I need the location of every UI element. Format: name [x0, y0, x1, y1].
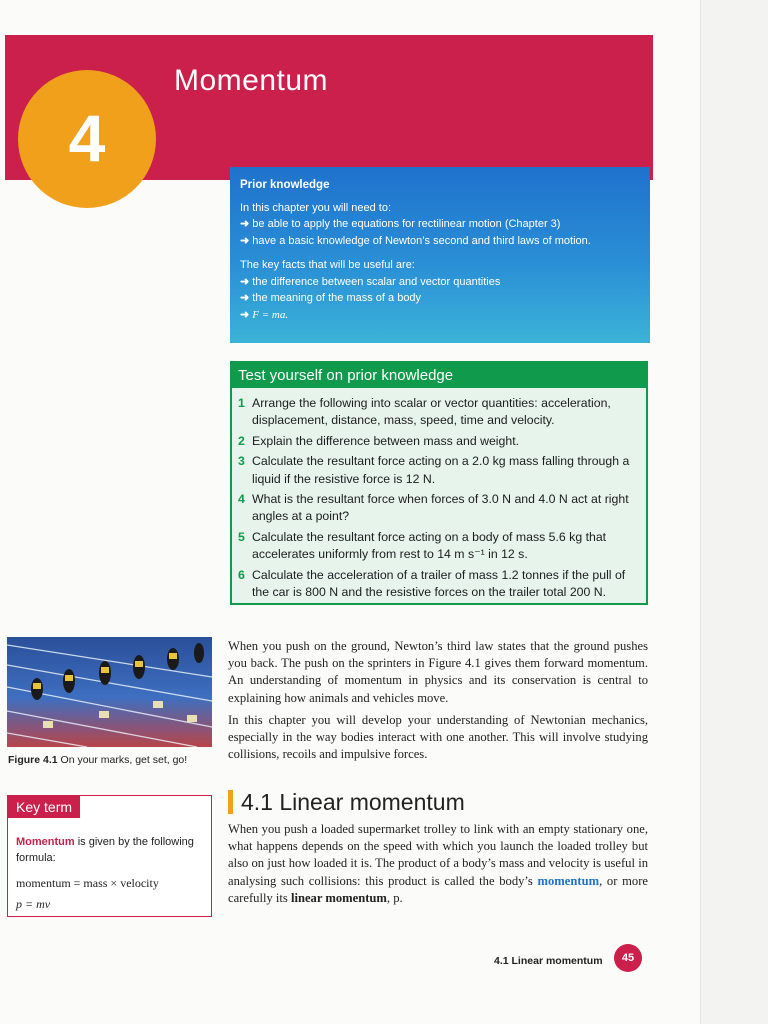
question-item: 3 Calculate the resultant force acting on a 2.0 kg mass falling through a liquid if the resistive force is 12 N.: [238, 454, 630, 486]
key-fact-item: ➜ the difference between scalar and vector quantities: [240, 275, 501, 288]
section-paragraph: When you push a loaded supermarket trolley to link with an empty stationary one, what happens depends on the speed with which you launch the loaded trolley but also on just how loaded it is. The product of a body’s mass and velocity is useful in analysing such collisions: this product is called the body’s momentum, or more carefully its linear momentum, p.: [228, 822, 648, 905]
question-item: 4 What is the resultant force when forces of 3.0 N and 4.0 N act at right angles at a point?: [238, 492, 629, 524]
test-yourself-heading: Test yourself on prior knowledge: [232, 363, 646, 388]
sprinters-photo: [7, 637, 212, 747]
prior-knowledge-box: [230, 163, 650, 343]
arrow-icon: ➜: [240, 275, 250, 288]
chapter-title: Momentum: [174, 64, 329, 97]
arrow-icon: ➜: [240, 308, 250, 321]
prior-knowledge-heading: Prior knowledge: [240, 179, 330, 191]
page-edge: [700, 0, 768, 1024]
heading-accent-bar: [228, 790, 233, 814]
question-list: [232, 388, 646, 601]
prior-knowledge-intro: In this chapter you will need to:: [240, 201, 392, 214]
arrow-icon: ➜: [240, 234, 250, 247]
intro-paragraph: When you push on the ground, Newton’s third law states that the ground pushes you back. The push on the sprinters in Figure 4.1 gives them forward momentum. An understanding of momentum in physics and its conservation is central to explaining how animals and vehicles move.: [228, 639, 648, 705]
page-number: 45: [614, 944, 642, 972]
question-item: 5 Calculate the resultant force acting on a body of mass 5.6 kg that accelerates uniformly from rest to 14 m s⁻¹ in 12 s.: [238, 529, 607, 562]
sprinters-illustration: [7, 637, 212, 747]
key-term-heading: Key term: [8, 796, 80, 818]
intro-paragraph: In this chapter you will develop your understanding of Newtonian mechanics, especially in the way bodies interact with one another. This will involve studying collisions, recoils and impulsive forces.: [228, 713, 648, 762]
key-fact-item: ➜ the meaning of the mass of a body: [240, 292, 422, 304]
arrow-icon: ➜: [240, 292, 250, 304]
prior-need-item: ➜ have a basic knowledge of Newton’s second and third laws of motion.: [240, 234, 591, 247]
key-term-formula-symbols: p = mv: [16, 897, 51, 911]
running-footer: 4.1 Linear momentum: [494, 955, 603, 967]
question-item: 1 Arrange the following into scalar or vector quantities: acceleration, displacement, distance, mass, speed, time and velocity.: [238, 396, 611, 428]
key-term-definition: Momentum is given by the following formula:: [16, 836, 194, 864]
prior-need-item: ➜ be able to apply the equations for rectilinear motion (Chapter 3): [240, 218, 561, 230]
arrow-icon: ➜: [240, 218, 250, 230]
key-facts-intro: The key facts that will be useful are:: [240, 259, 415, 271]
key-term-box: [7, 795, 212, 917]
figure-caption: Figure 4.1 On your marks, get set, go!: [8, 754, 188, 766]
key-fact-item: ➜ F = ma.: [240, 308, 289, 321]
test-yourself-box: [230, 361, 648, 605]
question-item: 2 Explain the difference between mass and weight.: [238, 433, 520, 448]
question-item: 6 Calculate the acceleration of a trailer of mass 1.2 tonnes if the pull of the car is 800 N and the resistive forces on the trailer total 200 N.: [238, 567, 626, 600]
section-heading: 4.1 Linear momentum: [228, 789, 465, 816]
chapter-number-badge: 4: [18, 70, 156, 208]
key-term-formula-words: momentum = mass × velocity: [16, 876, 159, 890]
